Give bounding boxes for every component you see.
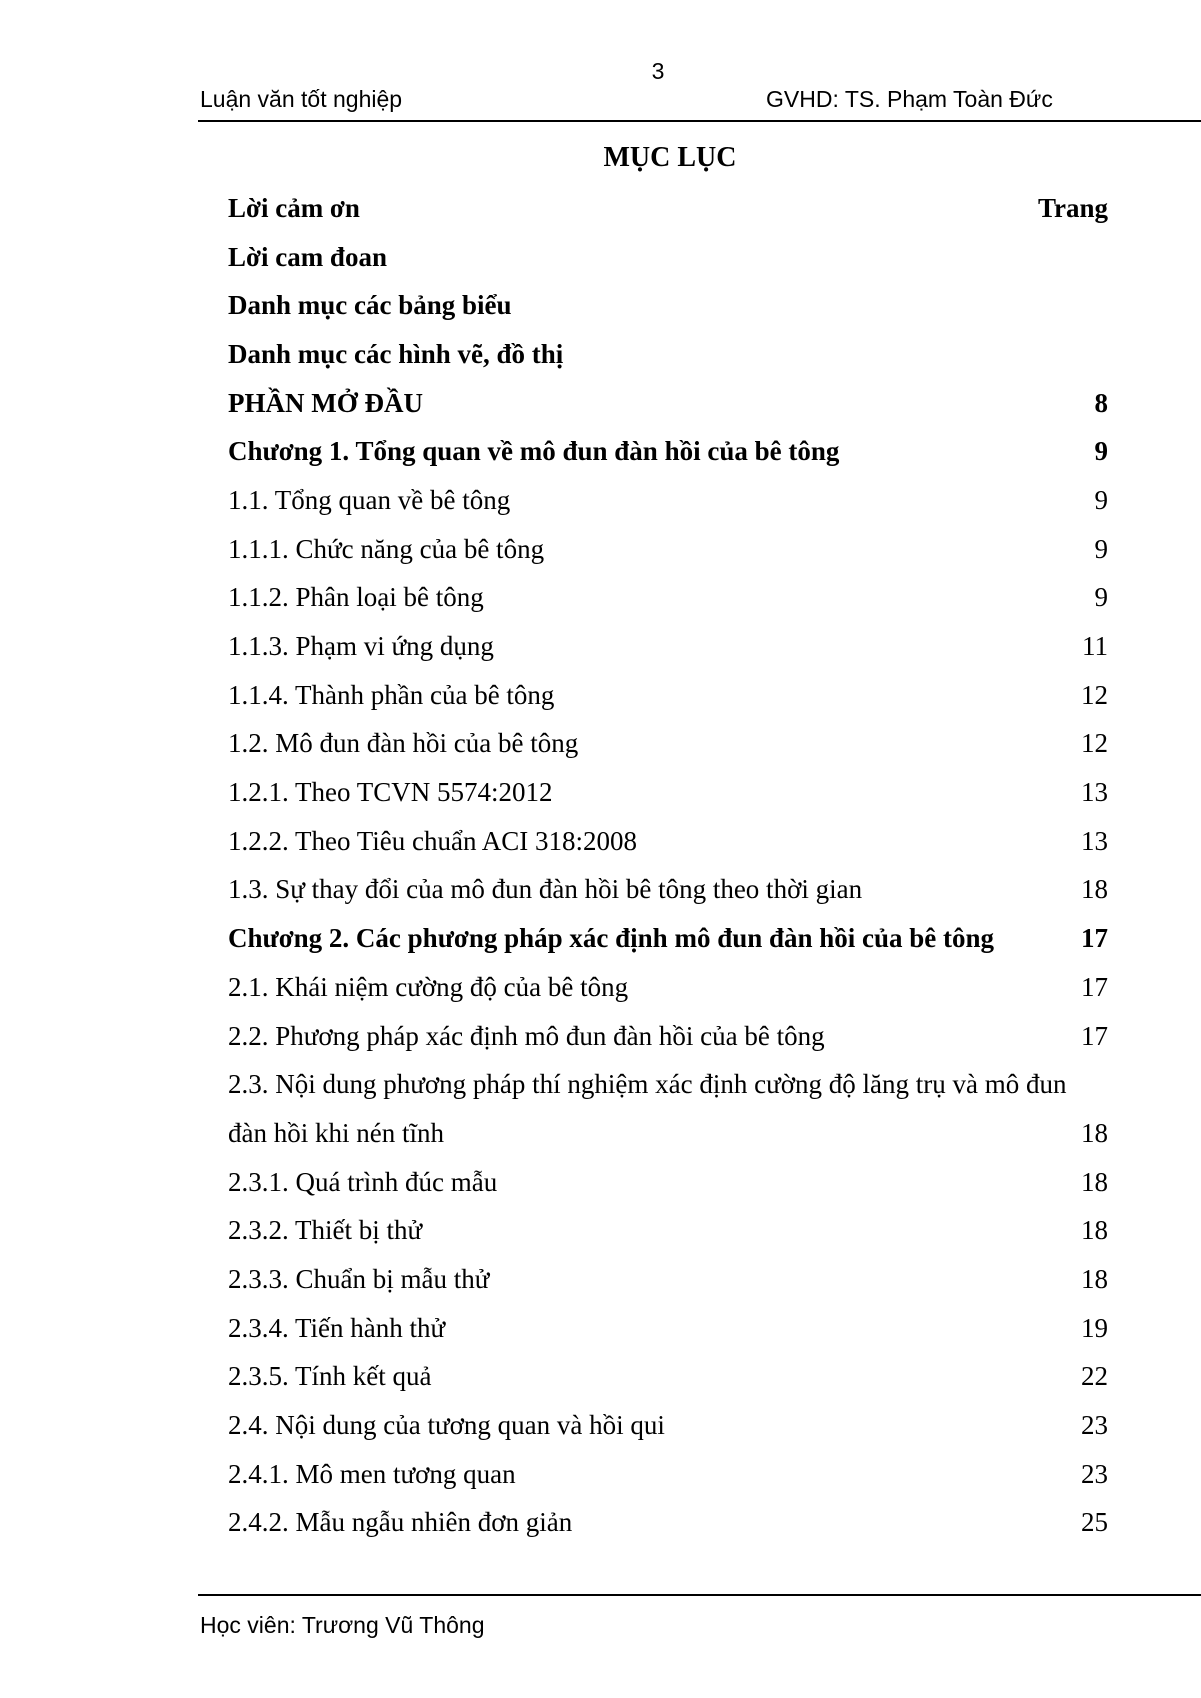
- toc-entry: [228, 817, 1108, 866]
- toc-entry-page: 23: [1081, 1458, 1108, 1489]
- toc-entry-label: Chương 1. Tổng quan về mô đun đàn hồi của bê tông: [228, 436, 840, 467]
- toc-entry-page: 11: [1082, 631, 1108, 662]
- toc-entry-page: 8: [1094, 387, 1108, 418]
- toc-entry-page: Trang: [1037, 192, 1108, 223]
- toc-entry-page: 9: [1094, 533, 1108, 564]
- toc-entry-label: 2.4.1. Mô men tương quan: [228, 1458, 516, 1489]
- toc-entry-label: 2.3.3. Chuẩn bị mẫu thử: [228, 1263, 490, 1294]
- toc-entry-label: Lời cam đoan: [228, 241, 387, 272]
- toc-entry-label: 2.1. Khái niệm cường độ của bê tông: [228, 971, 629, 1002]
- toc-entry-page: 13: [1081, 825, 1108, 856]
- toc-entry: [228, 1304, 1108, 1353]
- toc-entry: [228, 1206, 1108, 1255]
- toc-entry-label: Chương 2. Các phương pháp xác định mô đun đàn hồi của bê tông: [228, 923, 995, 954]
- toc-entry-label: đàn hồi khi nén tĩnh: [228, 1117, 444, 1148]
- toc-entry: [228, 1060, 1108, 1109]
- toc-entry: [228, 281, 1108, 330]
- toc-entry: [228, 574, 1108, 623]
- toc-entry-page: 12: [1081, 728, 1108, 759]
- toc-entry-page: 18: [1081, 1166, 1108, 1197]
- toc-entry-page: 9: [1094, 582, 1108, 613]
- toc-entry: [228, 1158, 1108, 1207]
- toc-entry-label: 2.2. Phương pháp xác định mô đun đàn hồi của bê tông: [228, 1020, 825, 1051]
- toc-entry-page: 23: [1081, 1410, 1108, 1441]
- toc-entry-label: 2.4. Nội dung của tương quan và hồi qui: [228, 1410, 665, 1441]
- toc-title: MỤC LỤC: [603, 142, 737, 173]
- toc-entry: [228, 768, 1108, 817]
- toc-entry-page: 17: [1081, 923, 1108, 954]
- toc-entry: [228, 671, 1108, 720]
- toc-entry: [228, 963, 1108, 1012]
- toc-entry-label: 2.3.5. Tính kết quả: [228, 1361, 432, 1392]
- footer-rule: [198, 1594, 1201, 1596]
- toc-entry: [228, 330, 1108, 379]
- toc-entry-label: PHẦN MỞ ĐẦU: [228, 387, 423, 418]
- toc-entry: [228, 427, 1108, 476]
- toc-entry-label: 2.3. Nội dung phương pháp thí nghiệm xác định cường độ lăng trụ và mô đun: [228, 1069, 1067, 1100]
- toc-entry-label: 1.1.1. Chức năng của bê tông: [228, 533, 545, 564]
- toc-entry-page: 22: [1081, 1361, 1108, 1392]
- toc-entry: [228, 720, 1108, 769]
- toc-entry: [228, 1499, 1108, 1548]
- toc-entry-label: 1.2.1. Theo TCVN 5574:2012: [228, 777, 553, 808]
- toc-entry-page: 18: [1081, 874, 1108, 905]
- toc-entry-page: 9: [1094, 436, 1108, 467]
- toc-entry-page: 18: [1081, 1117, 1108, 1148]
- toc-entry: [228, 233, 1108, 282]
- toc-entry: [228, 476, 1108, 525]
- toc-entry-page: 19: [1081, 1312, 1108, 1343]
- toc-entry-page: 9: [1094, 484, 1108, 515]
- toc-entry: [228, 1109, 1108, 1158]
- table-of-contents: [228, 184, 1108, 1547]
- toc-entry: [228, 379, 1108, 428]
- toc-entry: [228, 525, 1108, 574]
- toc-entry-page: 25: [1081, 1507, 1108, 1538]
- toc-entry: [228, 914, 1108, 963]
- toc-entry-label: Lời cảm ơn: [228, 192, 360, 223]
- toc-entry-label: 2.4.2. Mẫu ngẫu nhiên đơn giản: [228, 1507, 573, 1538]
- header-rule: [198, 120, 1201, 122]
- toc-entry-label: 1.1.3. Phạm vi ứng dụng: [228, 631, 494, 662]
- toc-entry-page: 12: [1081, 679, 1108, 710]
- toc-entry-page: 17: [1081, 971, 1108, 1002]
- toc-entry-label: 1.2.2. Theo Tiêu chuẩn ACI 318:2008: [228, 825, 638, 856]
- header-thesis-label: Luận văn tốt nghiệp: [200, 86, 403, 112]
- toc-entry-page: 13: [1081, 777, 1108, 808]
- page-number: 3: [651, 58, 665, 84]
- toc-entry: [228, 184, 1108, 233]
- toc-entry-page: 18: [1081, 1215, 1108, 1246]
- toc-entry-page: 18: [1081, 1263, 1108, 1294]
- toc-entry-label: 1.3. Sự thay đổi của mô đun đàn hồi bê tông theo thời gian: [228, 874, 863, 905]
- toc-entry-label: 1.1.4. Thành phần của bê tông: [228, 679, 555, 710]
- toc-entry: [228, 1450, 1108, 1499]
- toc-entry: [228, 1401, 1108, 1450]
- toc-entry: [228, 622, 1108, 671]
- toc-entry: [228, 1012, 1108, 1061]
- toc-entry-label: Danh mục các hình vẽ, đồ thị: [228, 338, 564, 369]
- toc-entry: [228, 1353, 1108, 1402]
- toc-entry-label: Danh mục các bảng biểu: [228, 290, 512, 321]
- header-supervisor: GVHD: TS. Phạm Toàn Đức: [766, 86, 1053, 112]
- toc-entry-label: 2.3.1. Quá trình đúc mẫu: [228, 1166, 498, 1197]
- toc-entry-label: 1.2. Mô đun đàn hồi của bê tông: [228, 728, 579, 759]
- toc-entry-label: 1.1.2. Phân loại bê tông: [228, 582, 484, 613]
- toc-entry-label: 2.3.4. Tiến hành thử: [228, 1312, 446, 1343]
- toc-entry: [228, 1255, 1108, 1304]
- footer-student: Học viên: Trương Vũ Thông: [200, 1612, 485, 1638]
- toc-entry-label: 2.3.2. Thiết bị thử: [228, 1215, 423, 1246]
- toc-entry-label: 1.1. Tổng quan về bê tông: [228, 484, 511, 515]
- toc-entry: [228, 866, 1108, 915]
- toc-entry-page: 17: [1081, 1020, 1108, 1051]
